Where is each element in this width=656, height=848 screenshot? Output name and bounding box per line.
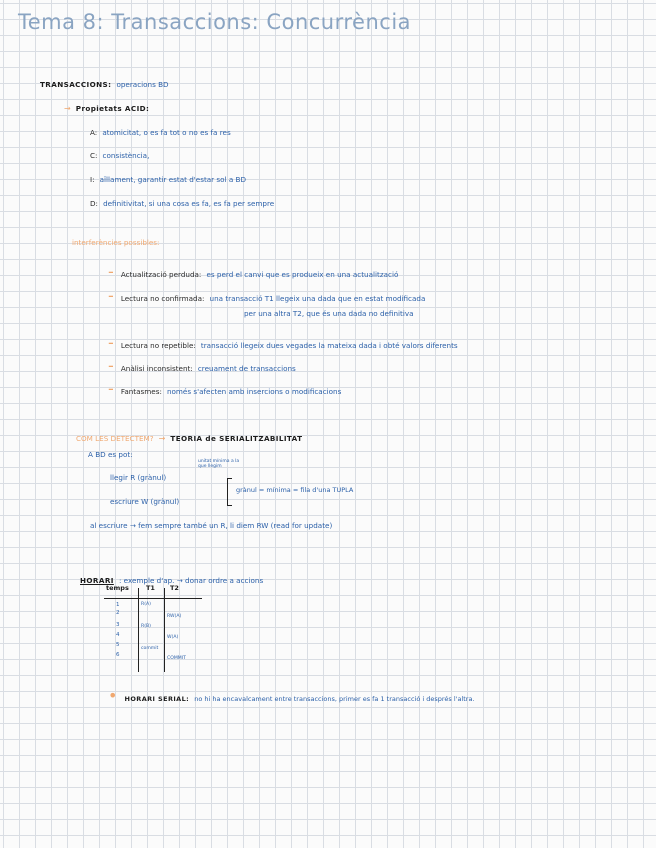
schedule-table [104,584,204,672]
interferencia-item [108,333,458,352]
granul-annotation: unitat mínima a la que llegim [198,459,240,469]
horari-desc: : exemple d'ap. → donar ordre a accions [118,576,264,585]
brace [227,478,232,506]
acid-header-label: Propietats ACID: [75,104,150,113]
horari-serial [108,686,475,705]
row-number: 3 [116,622,120,628]
table-col-rule [164,588,165,672]
acid-text: definitivitat, si una cosa es fa, es fa per sempre [103,199,275,208]
interferencia-term: Fantasmes: [120,387,162,396]
bullet-icon: - [108,262,114,281]
horari-serial-desc: no hi ha encavalcament entre transaccions, primer es fa 1 transacció i després l'altra. [194,695,475,703]
escriure: escriure W (grànul) [110,497,180,506]
acid-letter: C: [90,151,98,160]
t2-op: COMMIT [167,656,186,661]
transaccions-heading [40,72,169,91]
arrow-right-icon: → [64,104,71,113]
arrow-right-icon: → [158,434,166,443]
row-number: 6 [116,652,120,658]
interferencia-item [108,356,296,375]
interferencia-desc-continued: per una altra T2, que és una dada no definitiva [244,309,414,318]
acid-text: aïllament, garantir estat d'estar sol a BD [99,175,246,184]
t1-op: R(A) [141,602,151,607]
interferencia-term: Actualització perduda: [120,270,202,279]
acid-letter: I: [90,175,95,184]
t1-op: R(B) [141,624,151,629]
interferencia-term: Lectura no repetible: [120,341,196,350]
interferencia-desc: transacció llegeix dues vegades la mateixa dada i obté valors diferents [200,341,458,350]
col-header-t1: T1 [146,584,155,592]
horari-serial-label: HORARI SERIAL: [124,695,190,703]
acid-letter: D: [90,199,98,208]
acid-item-a [90,120,231,139]
col-header-temps: temps [106,584,129,592]
acid-text: atomicitat, o es fa tot o no es fa res [102,128,231,137]
acid-header [64,96,149,115]
detect-question: COM LES DETECTEM? [76,434,154,443]
bullet-icon: - [108,333,114,352]
interferencia-desc: es perd el canvi que es produeix en una actualització [206,270,399,279]
detect-heading [76,426,302,445]
col-header-t2: T2 [170,584,179,592]
transaccions-label: TRANSACCIONS: [40,80,112,89]
interferencies-header: interferències possibles: [72,238,160,247]
interferencia-item [108,262,398,281]
acid-text: consistència, [102,151,150,160]
t2-op: RW(A) [167,614,182,619]
bullet-icon: • [108,686,118,705]
acid-item-c [90,143,149,162]
page-title: Tema 8: Transaccions: Concurrència [18,10,412,34]
horari-label: HORARI [80,576,114,585]
interferencia-item [108,379,341,398]
interferencia-item [108,286,425,305]
t2-op: W(A) [167,635,179,640]
interferencia-desc: només s'afecten amb insercions o modificacions [166,387,342,396]
bullet-icon: - [108,379,114,398]
interferencia-desc: una transacció T1 llegeix una dada que en estat modificada [209,294,426,303]
rw-note: al escriure → fem sempre també un R, li diem RW (read for update) [90,521,333,530]
table-col-rule [138,588,139,672]
row-number: 1 [116,602,120,608]
bullet-icon: - [108,356,114,375]
granul-note: grànul = mínima = fila d'una TUPLA [236,486,354,494]
acid-item-d [90,191,274,210]
acid-letter: A: [90,128,98,137]
t1-op: commit [141,646,159,651]
row-number: 2 [116,610,120,616]
interferencia-desc: creuament de transaccions [197,364,296,373]
interferencia-term: Anàlisi inconsistent: [120,364,193,373]
interferencia-term: Lectura no confirmada: [120,294,205,303]
transaccions-text: operacions BD [116,80,169,89]
bullet-icon: - [108,286,114,305]
row-number: 4 [116,632,120,638]
acid-item-i [90,167,246,186]
bd-pot: A BD es pot: [88,450,133,459]
table-header-rule [104,598,202,599]
llegir: llegir R (grànul) [110,473,167,482]
row-number: 5 [116,642,120,648]
detect-theory: TEORIA de SERIALITZABILITAT [170,434,303,443]
